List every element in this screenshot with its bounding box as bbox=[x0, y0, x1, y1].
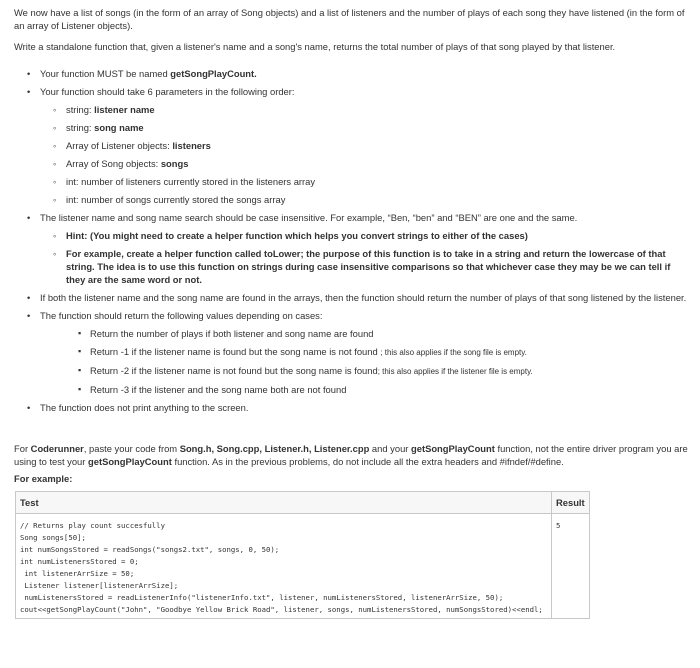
requirement-function-name: • Your function MUST be named getSongPlayCount. bbox=[14, 67, 690, 80]
requirement-case-insensitive: • The listener name and song name search should be case insensitive. For example, “Ben, “ben” and “BEN” are one and the same. ◦ Hint: (You might need to create a helper function which helps you convert strings to either of the cases) ◦ For example, create a helper function called toLower; the purpose of this function is to take in a string and return the lowercase of that string. The idea is to use this function on strings during case insensitive comparisons so that whichever case they may be we can tell if they are the same word or not. bbox=[14, 211, 690, 286]
list-item: ▪ Return -1 if the listener name is found but the song name is not found ; this also applies if the song file is empty. bbox=[40, 345, 690, 359]
list-item: ▪ Return the number of plays if both listener and song name are found bbox=[40, 327, 690, 340]
hint-item: ◦ For example, create a helper function called toLower; the purpose of this function is to take in a string and return the lowercase of that string. The idea is to use this function on strings during case insensitive comparisons so that whichever case they may be we can tell if they are the same word or not. bbox=[40, 247, 690, 286]
hint-list bbox=[40, 229, 690, 286]
list-item: ▪ Return -3 if the listener and the song name both are not found bbox=[40, 383, 690, 396]
test-column-header: Test bbox=[16, 492, 552, 514]
requirement-return-plays: • If both the listener name and the song name are found in the arrays, then the function should return the number of plays of that song listened by the listener. bbox=[14, 291, 690, 304]
result-cell bbox=[552, 514, 590, 619]
hint-item: ◦ Hint: (You might need to create a helper function which helps you convert strings to either of the cases) bbox=[40, 229, 690, 242]
requirement-return-values: • The function should return the following values depending on cases: ▪ Return the number of plays if both listener and song name are found ▪ Return -1 if the listener name is found but the song name is not found ; this also applies if the song file is empty. ▪ Return -2 if the listener name is not found but the song name is found; this also applies if the listener file is empty. ▪ Return -3 if the listener and the song name both are not found bbox=[14, 309, 690, 396]
requirement-no-print: • The function does not print anything to the screen. bbox=[14, 401, 690, 414]
test-code: // Returns play count succesfully Song songs[50]; int numSongsStored = readSongs("songs2.txt", songs, 0, 50); int numListenersStored = 0; int listenerArrSize = 50; Listener listener[listenerArrSize]; numListenersStored = readListenerInfo("listenerInfo.txt", listener, numListenersStored, listenerArrSize, 50); cout<<getSongPlayCount("John", "Goodbye Yellow Brick Road", listener, songs, numListenersStored, numSongsStored)<<endl; bbox=[20, 521, 543, 614]
test-cell bbox=[16, 514, 552, 619]
list-item: ▪ Return -2 if the listener name is not found but the song name is found; this also applies if the listener file is empty. bbox=[40, 364, 690, 378]
list-item: ◦ int: number of songs currently stored the songs array bbox=[40, 193, 690, 206]
example-table bbox=[15, 491, 590, 619]
list-item: ◦ string: listener name bbox=[40, 103, 690, 116]
list-item: ◦ int: number of listeners currently stored in the listeners array bbox=[40, 175, 690, 188]
parameter-list bbox=[40, 103, 690, 206]
list-item: ◦ Array of Listener objects: listeners bbox=[40, 139, 690, 152]
requirements-list bbox=[14, 67, 690, 414]
return-cases-list bbox=[40, 327, 690, 396]
requirement-parameters: • Your function should take 6 parameters in the following order: ◦ string: listener name ◦ string: song name ◦ Array of Listener objects: listeners ◦ Array of Song objects: songs ◦ int: number of listeners currently stored in the listeners array ◦ int: number of songs currently stored the songs array bbox=[14, 85, 690, 206]
coderunner-instructions: For Coderunner, paste your code from Song.h, Song.cpp, Listener.h, Listener.cpp and your getSongPlayCount function, not the entire driver program you are using to test your getSongPlayCount function. As in the previous problems, do not include all the extra headers and #ifndef/#define. bbox=[14, 443, 688, 467]
for-example-label: For example: bbox=[14, 473, 73, 484]
list-item: ◦ Array of Song objects: songs bbox=[40, 157, 690, 170]
result-value: 5 bbox=[556, 521, 561, 530]
table-row bbox=[16, 514, 590, 619]
function-name: getSongPlayCount. bbox=[170, 68, 257, 79]
result-column-header: Result bbox=[552, 492, 590, 514]
intro-paragraph: We now have a list of songs (in the form of an array of Song objects) and a list of listeners and the number of plays of each song they have listened (in the form of an array of Listener objects). bbox=[14, 7, 685, 31]
task-paragraph: Write a standalone function that, given a listener's name and a song's name, returns the total number of plays of that song played by that listener. bbox=[14, 41, 616, 52]
list-item: ◦ string: song name bbox=[40, 121, 690, 134]
